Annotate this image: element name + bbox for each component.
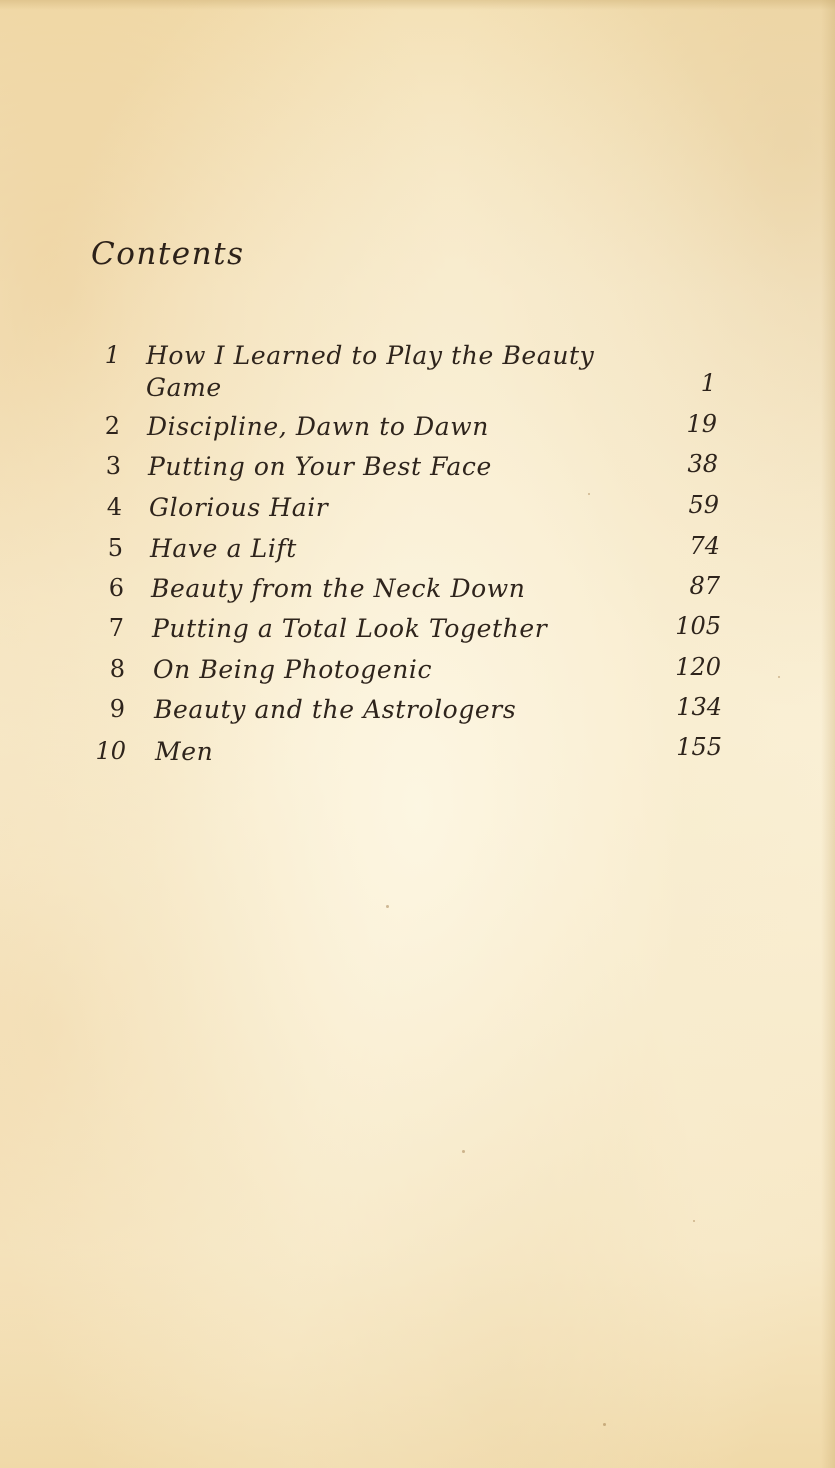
chapter-page-number: 87 [689,572,720,600]
chapter-number: 4 [106,493,122,521]
toc-entry [0,655,835,691]
toc-entry [0,733,835,773]
chapter-number: 1 [104,341,120,369]
chapter-title-continuation: Game [146,373,222,402]
chapter-page-number: 105 [675,612,721,640]
toc-entry [0,452,835,488]
chapter-page-number: 38 [687,450,718,478]
chapter-title: Discipline, Dawn to Dawn [147,412,489,441]
chapter-number: 6 [108,574,124,602]
toc-entry [0,574,835,610]
chapter-title: Beauty from the Neck Down [151,574,526,603]
chapter-number: 10 [95,737,126,765]
chapter-title: On Being Photogenic [153,655,433,684]
toc-entry [0,341,835,411]
toc-entry [0,695,835,731]
contents-heading: Contents [91,236,245,272]
chapter-title: Have a Lift [150,534,297,563]
chapter-page-number: 134 [676,693,722,721]
chapter-title: Putting a Total Look Together [152,614,548,643]
chapter-title: Putting on Your Best Face [148,452,492,481]
chapter-number: 2 [104,412,120,440]
chapter-title: How I Learned to Play the Beauty [146,341,595,370]
chapter-page-number: 59 [688,491,719,519]
chapter-title: Men [155,737,214,766]
toc-entry [0,412,835,448]
toc-entry [0,534,835,570]
chapter-number: 3 [105,452,121,480]
chapter-number: 8 [109,655,125,683]
chapter-number: 5 [107,534,123,562]
chapter-page-number: 74 [689,532,720,560]
toc-entry [0,614,835,650]
chapter-page-number: 1 [700,369,716,397]
chapter-number: 7 [108,614,124,642]
chapter-number: 9 [109,695,125,723]
chapter-page-number: 155 [676,733,722,761]
chapter-title: Beauty and the Astrologers [154,695,517,724]
toc-entry [0,493,835,529]
chapter-title: Glorious Hair [149,493,329,522]
chapter-page-number: 120 [675,653,721,681]
chapter-page-number: 19 [686,410,717,438]
